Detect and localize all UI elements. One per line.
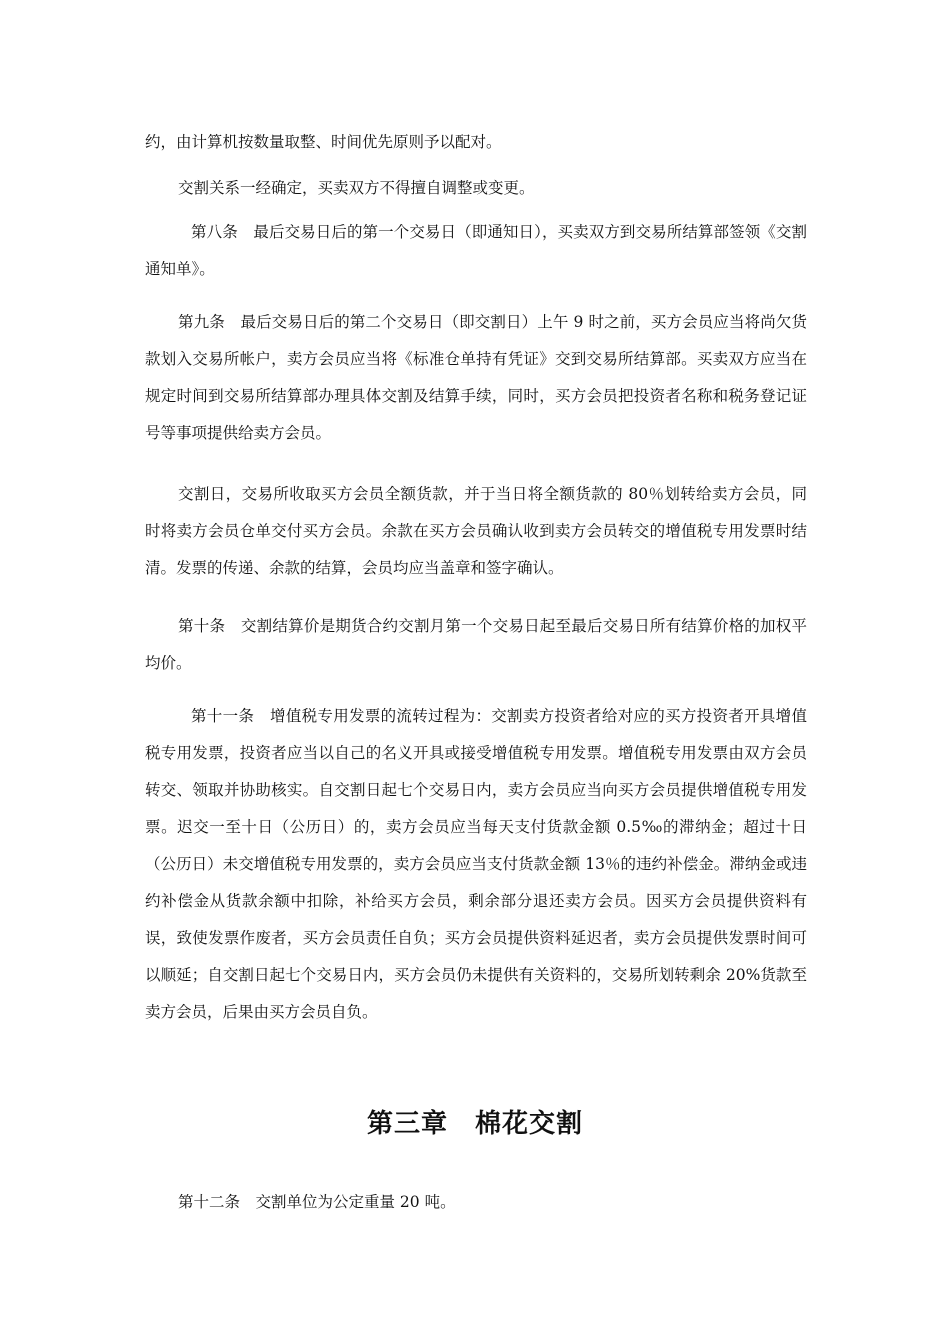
article-12: 第十二条 交割单位为公定重量 20 吨。 xyxy=(178,1193,456,1211)
paragraph-delivery-day: 交割日，交易所收取买方会员全额货款，并于当日将全额货款的 80％划转给卖方会员，同时将卖方会员仓单交付买方会员。余款在买方会员确认收到卖方会员转交的增值税专用发票时结清。发票的传递、余款的结算，会员均应当盖章和签字确认。 xyxy=(145,485,807,577)
paragraph-delivery-relation: 交割关系一经确定，买卖双方不得擅自调整或变更。 xyxy=(178,179,535,197)
article-8: 第八条 最后交易日后的第一个交易日（即通知日），买卖双方到交易所结算部签领《交割通知单》。 xyxy=(145,223,807,278)
chapter-title: 第三章 棉花交割 xyxy=(366,1109,583,1139)
article-9: 第九条 最后交易日后的第二个交易日（即交割日）上午 9 时之前，买方会员应当将尚欠货款划入交易所帐户，卖方会员应当将《标准仓单持有凭证》交到交易所结算部。买卖双方应当在规定时间到交易所结算部办理具体交割及结算手续，同时，买方会员把投资者名称和税务登记证号等事项提供给卖方会员。 xyxy=(145,313,807,442)
article-10: 第十条 交割结算价是期货合约交割月第一个交易日起至最后交易日所有结算价格的加权平均价。 xyxy=(145,617,807,672)
article-11: 第十一条 增值税专用发票的流转过程为：交割卖方投资者给对应的买方投资者开具增值税专用发票，投资者应当以自己的名义开具或接受增值税专用发票。增值税专用发票由双方会员转交、领取并协助核实。自交割日起七个交易日内，卖方会员应当向买方会员提供增值税专用发票。迟交一至十日（公历日）的，卖方会员应当每天支付货款金额 0.5‰的滞纳金；超过十日（公历日）未交增值税专用发票的，卖方会员应当支付货款金额 13％的违约补偿金。滞纳金或违约补偿金从货款余额中扣除，补给买方会员，剩余部分退还卖方会员。因买方会员提供资料有误，致使发票作废者，买方会员责任自负；买方会员提供资料延迟者，卖方会员提供发票时间可以顺延；自交割日起七个交易日内，买方会员仍未提供有关资料的，交易所划转剩余 20%货款至卖方会员，后果由买方会员自负。 xyxy=(145,707,807,1021)
paragraph-continuation: 约，由计算机按数量取整、时间优先原则予以配对。 xyxy=(145,133,502,151)
